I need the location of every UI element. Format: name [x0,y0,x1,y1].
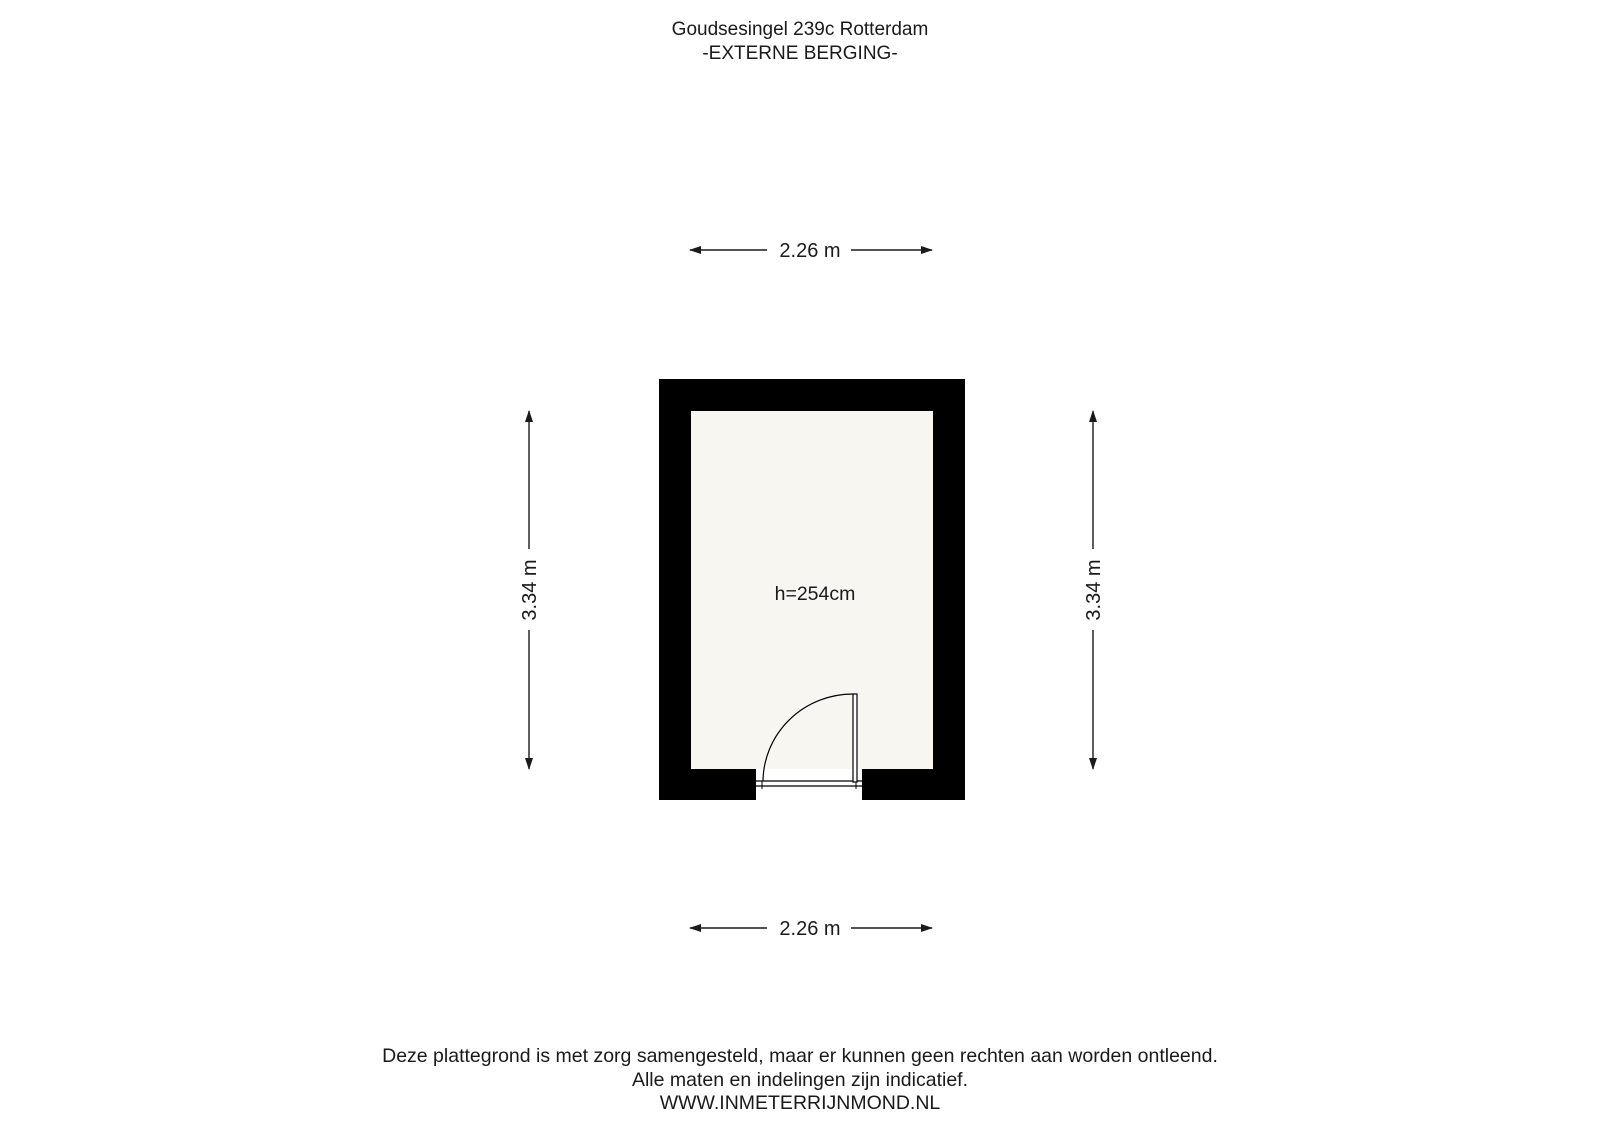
room-height-label: h=254cm [774,583,856,605]
dimension-left [519,411,541,769]
dimension-left-label: 3.34 m [519,559,541,621]
dimension-right [1083,411,1105,769]
storage-room [659,379,965,800]
dimension-top-label: 2.26 m [779,240,841,262]
dimension-right-label: 3.34 m [1083,559,1105,621]
page-footer [0,1045,1600,1116]
website-link[interactable]: WWW.INMETERRIJNMOND.NL [659,1092,941,1114]
door-leaf [853,694,857,782]
dimension-top [690,240,932,262]
dimension-bottom-label: 2.26 m [779,918,841,940]
plan-subtitle: -EXTERNE BERGING- [702,43,898,64]
disclaimer-line-1: Deze plattegrond is met zorg samengesteld, maar er kunnen geen rechten aan worden ontleend. [382,1045,1218,1067]
door-opening [756,769,862,800]
disclaimer-line-2: Alle maten en indelingen zijn indicatief. [631,1068,969,1091]
dimension-bottom [690,918,932,940]
address-title: Goudsesingel 239c Rotterdam [671,19,929,40]
